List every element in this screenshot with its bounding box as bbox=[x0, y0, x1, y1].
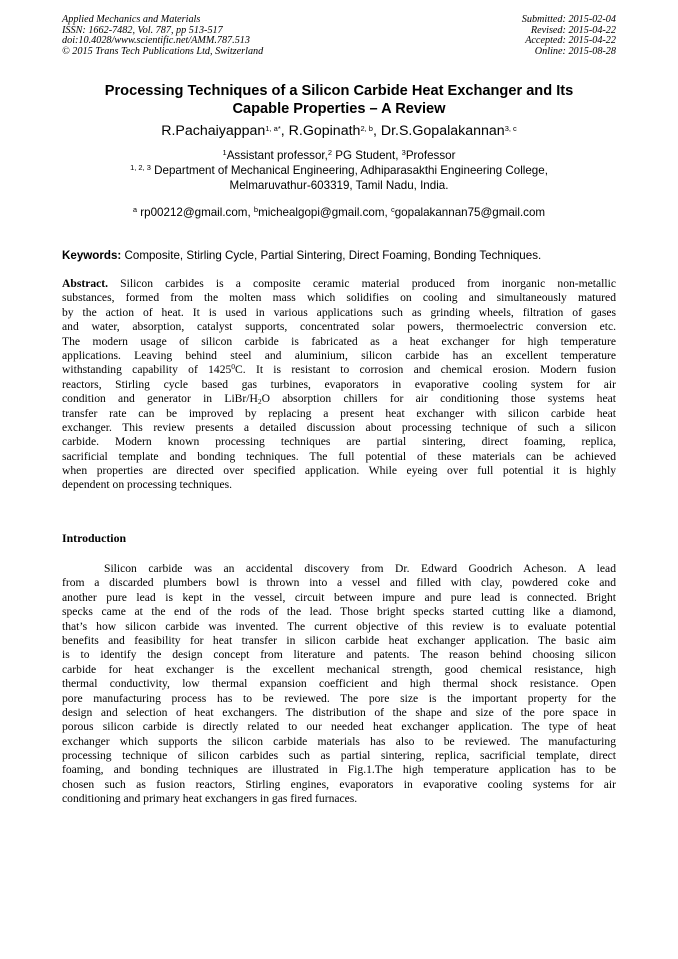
intro-line: benefits and feasibility for heat transfer in silicon carbide heat exchanger application. The basic aim bbox=[62, 633, 616, 647]
department-marker: 1, 2, 3 bbox=[130, 163, 151, 172]
abstract-text: condition and generator in LiBr/H bbox=[62, 392, 258, 406]
abstract-line: and water, absorption, catalyst supports, concentrated solar powers, thermoelectric conversion etc. bbox=[62, 320, 616, 334]
intro-line: thermal conductivity, low thermal expansion coefficient and high thermal shock resistance. Open bbox=[62, 677, 616, 691]
role-text: Professor bbox=[405, 149, 456, 162]
abstract-line: dependent on processing techniques. bbox=[62, 478, 232, 492]
intro-line: carbide for heat exchanger is the excellent mechanical strength, good chemical resistance, high bbox=[62, 662, 616, 676]
abstract-text: O absorption chillers for air conditioning those systems heat bbox=[261, 392, 616, 406]
paper-title bbox=[62, 82, 616, 118]
intro-line: foaming, and bonding techniques are illustrated in Fig.1.The high temperature application has to be bbox=[62, 763, 616, 777]
intro-line: processing technique of silicon carbides such as partial sintering, replica, sacrificial template, direct bbox=[62, 749, 616, 763]
abstract-line: substances, formed from the molten mass which solidifies on cooling and simultaneously matured bbox=[62, 291, 616, 305]
journal-copyright: © 2015 Trans Tech Publications Ltd, Switzerland bbox=[62, 45, 264, 57]
date-online: Online: 2015-08-28 bbox=[534, 45, 616, 57]
intro-line: Silicon carbide was an accidental discovery from Dr. Edward Goodrich Acheson. A lead bbox=[104, 562, 616, 575]
journal-info bbox=[62, 15, 263, 57]
intro-line: porous silicon carbide is directly related to our needed heat exchanger application. The type of heat bbox=[62, 720, 616, 734]
abstract-text: C. It is resistant to corrosion and chemical erosion. Modern fusion bbox=[235, 363, 616, 377]
email-marker: b bbox=[253, 205, 259, 214]
submission-dates bbox=[522, 15, 616, 57]
intro-line: specks came at the end of the rods of the lead. Those bright specks started cutting like a diamond, bbox=[62, 605, 616, 619]
keywords-label: Keywords: bbox=[62, 249, 122, 262]
abstract-text: Silicon carbides is a composite ceramic material produced from inorganic non-metallic bbox=[108, 277, 616, 290]
intro-line: exchanger which supports the silicon carbide materials has also to be reviewed. The manufacturing bbox=[62, 734, 616, 748]
intro-line: that’s how silicon carbide was invented. The current objective of this review is to evaluate potential bbox=[62, 619, 616, 633]
author-1-marker: 1, a* bbox=[265, 124, 281, 133]
date-accepted: Accepted: 2015-04-22 bbox=[525, 35, 616, 47]
author-2-marker: 2, b bbox=[360, 124, 373, 133]
abstract-line: carbide. Modern known processing techniques are partial sintering, direct foaming, replica, bbox=[62, 435, 616, 449]
abstract-line: The modern usage of silicon carbide is fabricated as a heat exchanger for high temperature bbox=[62, 334, 616, 348]
email-marker: a bbox=[132, 205, 138, 214]
title-line-2: Capable Properties – A Review bbox=[232, 101, 446, 117]
degree-superscript: 0 bbox=[231, 362, 236, 372]
abstract-line: exchanger. This review presents a detailed discussion about processing technique of such a silicon bbox=[62, 420, 616, 434]
abstract-line: sacrificial template and bonding techniques. The full potential of these materials can be achieved bbox=[62, 449, 616, 463]
abstract bbox=[62, 277, 616, 493]
author-emails bbox=[62, 205, 616, 220]
journal-doi: doi:10.4028/www.scientific.net/AMM.787.513 bbox=[62, 35, 250, 47]
title-line-1: Processing Techniques of a Silicon Carbide Heat Exchanger and Its bbox=[104, 83, 574, 99]
intro-line: pore manufacturing process has to be reviewed. The pore size is the important property for the bbox=[62, 691, 616, 705]
abstract-line: reactors, Stirling cycle based gas turbines, evaporators in evaporative cooling system for air bbox=[62, 377, 616, 391]
intro-line: chosen such as fusion reactors, Stirling engines, evaporators in evaporative cooling systems for air bbox=[62, 777, 616, 791]
intro-line: another pure lead is kept in the vessel, circuit between impure and pure lead is connected. Bright bbox=[62, 590, 616, 604]
email-b[interactable]: michealgopi@gmail.com, bbox=[258, 206, 391, 219]
role-marker: 1 bbox=[222, 148, 227, 157]
affiliations bbox=[62, 148, 616, 193]
email-marker: c bbox=[390, 205, 395, 214]
introduction-body bbox=[62, 562, 616, 807]
abstract-line: applications. Leaving behind steel and aluminium, silicon carbide has an excellent temperature bbox=[62, 348, 616, 362]
keywords-text: Composite, Stirling Cycle, Partial Sintering, Direct Foaming, Bonding Techniques. bbox=[121, 249, 542, 262]
date-submitted: Submitted: 2015-02-04 bbox=[521, 14, 616, 25]
affiliation-roles bbox=[62, 148, 616, 163]
intro-line: is to identify the design concept from literature and patents. The reason behind choosing silicon bbox=[62, 648, 616, 662]
abstract-line bbox=[62, 363, 616, 377]
email-c[interactable]: gopalakannan75@gmail.com bbox=[394, 206, 546, 219]
abstract-line bbox=[62, 392, 616, 406]
keywords bbox=[62, 248, 616, 263]
role-text: PG Student, bbox=[332, 149, 402, 162]
affiliation-address: Melmaruvathur-603319, Tamil Nadu, India. bbox=[229, 179, 449, 192]
journal-name: Applied Mechanics and Materials bbox=[62, 14, 201, 25]
author-1: R.Pachaiyappan bbox=[161, 123, 266, 139]
abstract-text: withstanding capability of 1425 bbox=[62, 363, 232, 377]
email-a[interactable]: rp00212@gmail.com, bbox=[137, 206, 254, 219]
abstract-line bbox=[62, 277, 616, 291]
date-revised: Revised: 2015-04-22 bbox=[530, 24, 616, 36]
intro-line: from a discarded plumbers bowl is thrown into a vessel and filled with clay, powdered coke and bbox=[62, 576, 616, 590]
abstract-line: by the action of heat. It is used in various applications such as grinding wheels, filtration of gases bbox=[62, 305, 616, 319]
abstract-line: transfer rate can be improved by replacing a present heat exchanger with silicon carbide heat bbox=[62, 406, 616, 420]
author-3: Dr.S.Gopalakannan bbox=[380, 123, 505, 139]
author-separator: , bbox=[280, 123, 289, 139]
abstract-line: when properties are directed over specified application. While eyeing over full potential it is highly bbox=[62, 464, 616, 478]
affiliation-department bbox=[62, 163, 616, 178]
abstract-label: Abstract. bbox=[62, 277, 109, 290]
author-separator: , bbox=[372, 123, 381, 139]
intro-line: design and selection of heat exchangers. The distribution of the shape and size of the pore space in bbox=[62, 705, 616, 719]
author-list bbox=[62, 122, 616, 140]
author-3-marker: 3, c bbox=[504, 124, 517, 133]
role-text: Assistant professor, bbox=[226, 149, 328, 162]
role-marker: 2 bbox=[327, 148, 333, 157]
role-marker: 3 bbox=[401, 148, 406, 157]
journal-issn: ISSN: 1662-7482, Vol. 787, pp 513-517 bbox=[62, 24, 223, 36]
formula-subscript: 2 bbox=[257, 397, 262, 407]
author-2: R.Gopinath bbox=[288, 123, 361, 139]
intro-line: conditioning and primary heat exchangers in gas fired furnaces. bbox=[62, 792, 358, 806]
department-text: Department of Mechanical Engineering, Adhiparasakthi Engineering College, bbox=[150, 164, 548, 177]
section-heading-introduction: Introduction bbox=[62, 531, 127, 545]
